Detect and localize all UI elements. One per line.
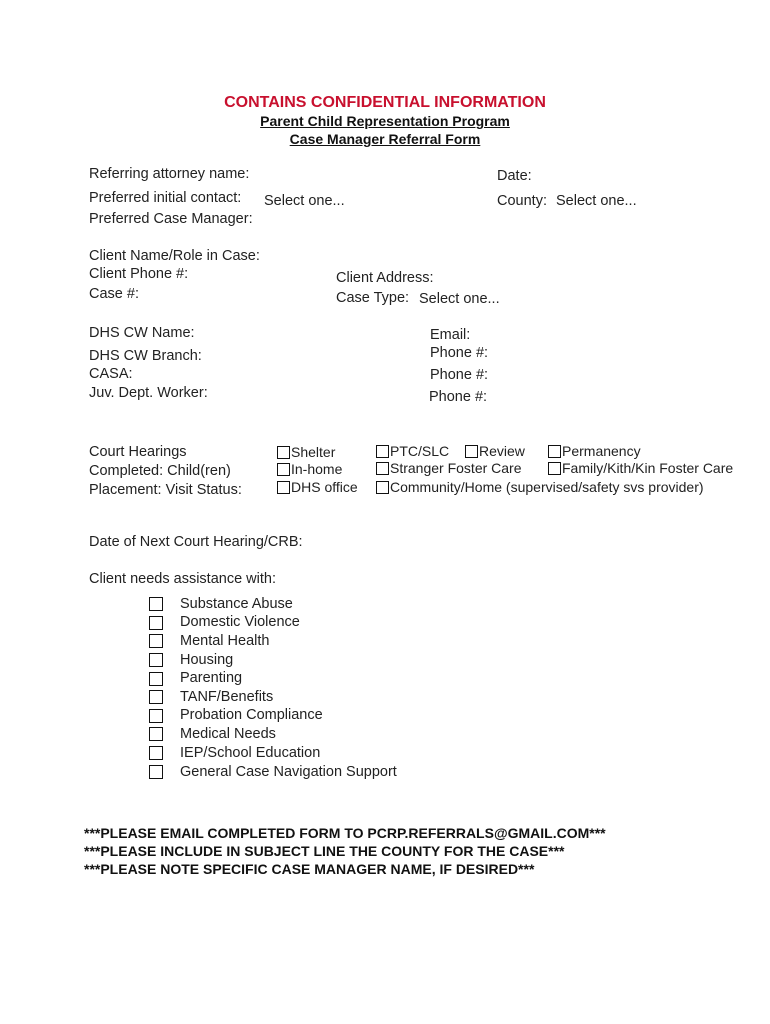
need-label-medical: Medical Needs — [180, 726, 276, 742]
in-home-checkbox[interactable] — [277, 463, 290, 476]
client-address-label: Client Address: — [336, 270, 434, 286]
need-label-parenting: Parenting — [180, 670, 243, 686]
dhs-office-option[interactable]: DHS office — [277, 479, 358, 495]
contact-label: Preferred initial contact: — [89, 190, 242, 206]
next-hearing-label: Date of Next Court Hearing/CRB: — [89, 534, 303, 550]
need-checkbox-iep[interactable] — [149, 746, 163, 760]
dhs-office-checkbox[interactable] — [277, 481, 290, 494]
phone-label-1: Phone #: — [430, 345, 489, 361]
case-type-select[interactable]: Select one... — [419, 291, 500, 307]
review-option[interactable]: Review — [465, 443, 525, 459]
placement-visit-label: Placement: Visit Status: — [89, 482, 242, 498]
need-checkbox-domestic[interactable] — [149, 616, 163, 630]
date-label: Date: — [497, 168, 532, 184]
need-label-mental: Mental Health — [180, 633, 270, 649]
stranger-foster-option[interactable]: Stranger Foster Care — [376, 460, 522, 476]
review-checkbox[interactable] — [465, 445, 478, 458]
footer-manager-instruction: ***PLEASE NOTE SPECIFIC CASE MANAGER NAME, IF DESIRED*** — [84, 861, 535, 877]
email-label: Email: — [430, 327, 471, 343]
completed-children-label: Completed: Child(ren) — [89, 463, 231, 479]
phone-label-2: Phone #: — [430, 367, 489, 383]
program-title: Parent Child Representation Program — [260, 113, 510, 129]
in-home-option[interactable]: In-home — [277, 461, 342, 477]
shelter-checkbox[interactable] — [277, 446, 290, 459]
family-kith-checkbox[interactable] — [548, 462, 561, 475]
juv-worker-label: Juv. Dept. Worker: — [89, 385, 208, 401]
need-checkbox-navigation[interactable] — [149, 765, 163, 779]
attorney-label: Referring attorney name: — [89, 166, 250, 182]
need-label-domestic: Domestic Violence — [180, 614, 300, 630]
needs-label: Client needs assistance with: — [89, 571, 276, 587]
dhs-name-label: DHS CW Name: — [89, 325, 195, 341]
county-select[interactable]: Select one... — [556, 193, 637, 209]
need-checkbox-parenting[interactable] — [149, 672, 163, 686]
need-label-tanf: TANF/Benefits — [180, 689, 274, 705]
case-type-label: Case Type: — [336, 290, 410, 306]
need-checkbox-substance[interactable] — [149, 597, 163, 611]
community-home-checkbox[interactable] — [376, 481, 389, 494]
county-label: County: — [497, 193, 547, 209]
permanency-checkbox[interactable] — [548, 445, 561, 458]
need-checkbox-housing[interactable] — [149, 653, 163, 667]
need-checkbox-tanf[interactable] — [149, 690, 163, 704]
form-title: Case Manager Referral Form — [289, 131, 481, 147]
case-manager-label: Preferred Case Manager: — [89, 211, 253, 227]
community-home-option[interactable]: Community/Home (supervised/safety svs provider) — [376, 479, 704, 495]
need-checkbox-probation[interactable] — [149, 709, 163, 723]
client-phone-label: Client Phone #: — [89, 266, 189, 282]
client-name-label: Client Name/Role in Case: — [89, 248, 260, 264]
need-label-housing: Housing — [180, 652, 234, 668]
casa-label: CASA: — [89, 366, 133, 382]
family-kith-option[interactable]: Family/Kith/Kin Foster Care — [548, 460, 733, 476]
need-label-probation: Probation Compliance — [180, 707, 323, 723]
contact-select[interactable]: Select one... — [264, 193, 345, 209]
phone-label-3: Phone #: — [429, 389, 488, 405]
footer-email-instruction: ***PLEASE EMAIL COMPLETED FORM TO PCRP.REFERRALS@GMAIL.COM*** — [84, 825, 606, 841]
need-checkbox-mental[interactable] — [149, 634, 163, 648]
need-checkbox-medical[interactable] — [149, 727, 163, 741]
shelter-option[interactable]: Shelter — [277, 444, 335, 460]
footer-subject-instruction: ***PLEASE INCLUDE IN SUBJECT LINE THE COUNTY FOR THE CASE*** — [84, 843, 565, 859]
ptc-slc-option[interactable]: PTC/SLC — [376, 443, 449, 459]
case-number-label: Case #: — [89, 286, 139, 302]
need-label-iep: IEP/School Education — [180, 745, 321, 761]
court-hearings-label: Court Hearings — [89, 444, 187, 460]
need-label-substance: Substance Abuse — [180, 596, 293, 612]
stranger-foster-checkbox[interactable] — [376, 462, 389, 475]
dhs-branch-label: DHS CW Branch: — [89, 348, 202, 364]
ptc-slc-checkbox[interactable] — [376, 445, 389, 458]
need-label-navigation: General Case Navigation Support — [180, 764, 397, 780]
confidential-banner: CONTAINS CONFIDENTIAL INFORMATION — [224, 94, 546, 111]
permanency-option[interactable]: Permanency — [548, 443, 641, 459]
